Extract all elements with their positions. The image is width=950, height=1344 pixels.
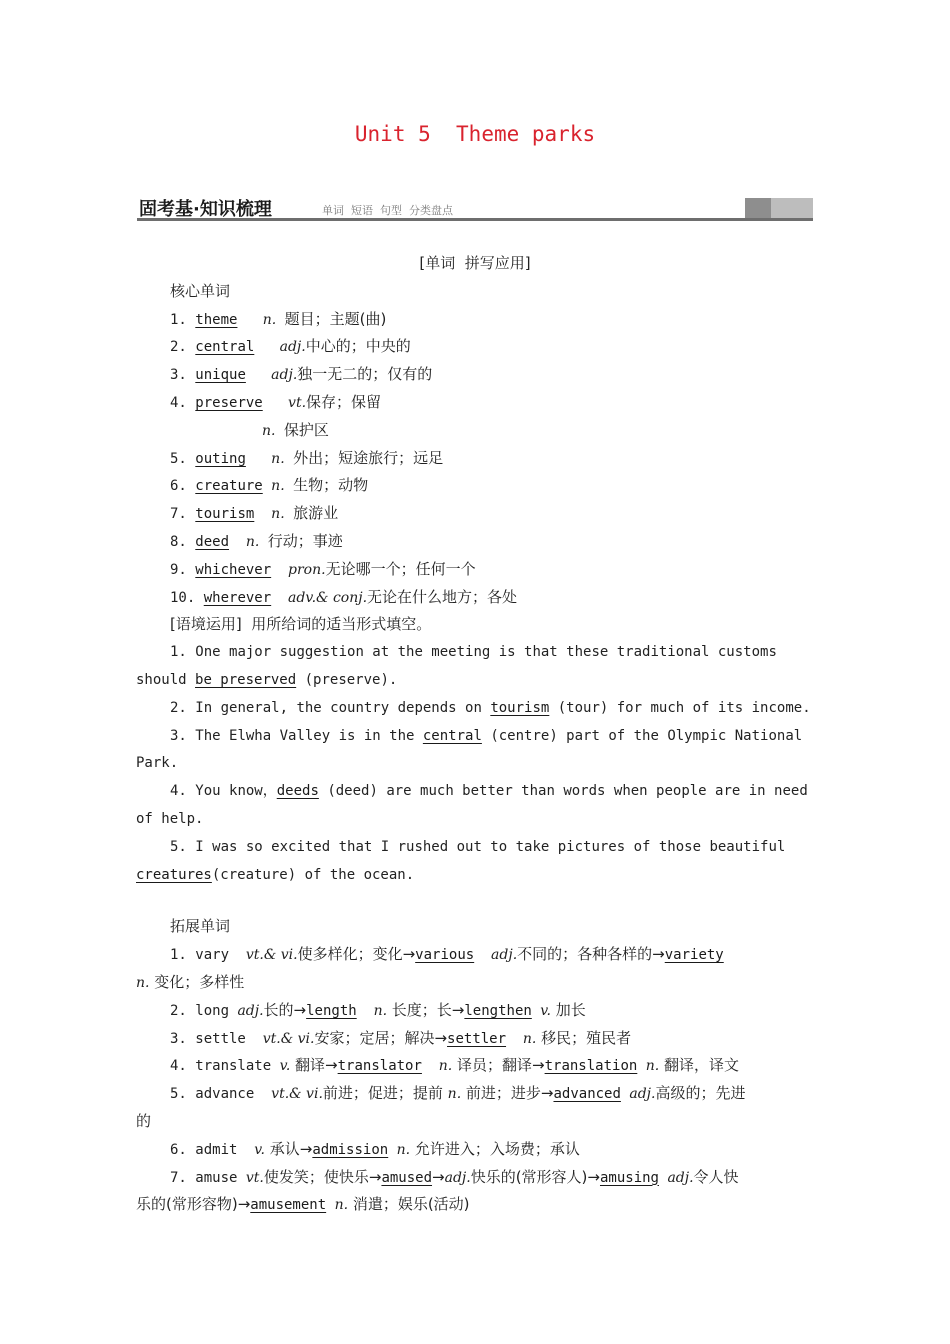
exercise-line: 2. In general, the country depends on tourism (tour) for much of its income. [170, 699, 811, 716]
answer: deeds [276, 783, 319, 800]
core-item: 9. whichever pron.无论哪一个；任何一个 [170, 559, 476, 578]
exercise-line: 3. The Elwha Valley is in the central (centre) part of the Olympic National [170, 727, 803, 744]
extension-item: 6. admit v. 承认→admission n. 允许进入；入场费；承认 [170, 1139, 580, 1158]
answer: central [422, 727, 482, 744]
exercise-line: 4. You know，deeds (deed) are much better than words when people are in need [170, 783, 808, 800]
exercise-line: should be preserved (preserve). [136, 671, 398, 688]
core-item: n. 保护区 [262, 420, 329, 439]
context-heading: [语境运用] 用所给词的适当形式填空。 [170, 615, 432, 634]
answer: creatures [136, 866, 212, 883]
extension-item: 3. settle vt.& vi.安家；定居；解决→settler n. 移民；殖民者 [170, 1028, 632, 1047]
exercise-line: 1. One major suggestion at the meeting is that these traditional customs [170, 644, 777, 661]
document-body [0, 250, 950, 1219]
exercise-line: of help. [136, 810, 204, 827]
answer: tourism [490, 699, 550, 716]
core-item: 3. unique adj.独一无二的；仅有的 [170, 365, 433, 384]
extension-item: 5. advance vt.& vi.前进；促进；提前 n. 前进；进步→advanced adj.高级的；先进 [170, 1084, 746, 1103]
extension-item: 7. amuse vt.使发笑；使快乐→amused→adj.快乐的(常形容人)→amusing adj.令人快 [170, 1167, 739, 1186]
banner-block-light [771, 198, 813, 218]
extension-item: 的 [136, 1111, 152, 1130]
banner-block-dark [745, 198, 771, 218]
exercise-line: creatures(creature) of the ocean. [136, 866, 415, 883]
core-item: 10. wherever adv.& conj.无论在什么地方；各处 [170, 587, 518, 606]
page-title: Unit 5 Theme parks [354, 122, 596, 146]
core-item: 5. outing n. 外出；短途旅行；远足 [170, 448, 444, 467]
banner-subtitle: 单词 短语 句型 分类盘点 [322, 204, 453, 217]
core-item: 7. tourism n. 旅游业 [170, 504, 339, 523]
exercise-line: Park. [136, 755, 179, 772]
core-heading: 核心单词 [170, 281, 231, 300]
extension-item: 4. translate v. 翻译→translator n. 译员；翻译→translation n. 翻译，译文 [170, 1056, 739, 1075]
section-heading: [单词 拼写应用] [419, 254, 531, 272]
core-item: 8. deed n. 行动；事迹 [170, 531, 343, 550]
section-banner [137, 193, 813, 223]
extension-item: n. 变化；多样性 [136, 972, 245, 991]
core-item: 2. central adj.中心的；中央的 [170, 337, 411, 356]
extension-item: 乐的(常形容物)→amusement n. 消遣；娱乐(活动) [136, 1195, 470, 1214]
extension-heading: 拓展单词 [170, 917, 231, 936]
exercise-line: 5. I was so excited that I rushed out to take pictures of those beautiful [170, 838, 786, 855]
extension-item: 1. vary vt.& vi.使多样化；变化→various adj.不同的；各种各样的→variety [170, 945, 724, 964]
extension-item: 2. long adj.长的→length n. 长度；长→lengthen v. 加长 [170, 1000, 586, 1019]
answer: be preserved [195, 671, 297, 688]
core-item: 1. theme n. 题目；主题(曲) [170, 309, 387, 328]
banner-title: 固考基·知识梳理 [139, 199, 272, 220]
core-item: 6. creature n. 生物；动物 [170, 476, 369, 495]
core-item: 4. preserve vt.保存；保留 [170, 392, 382, 411]
